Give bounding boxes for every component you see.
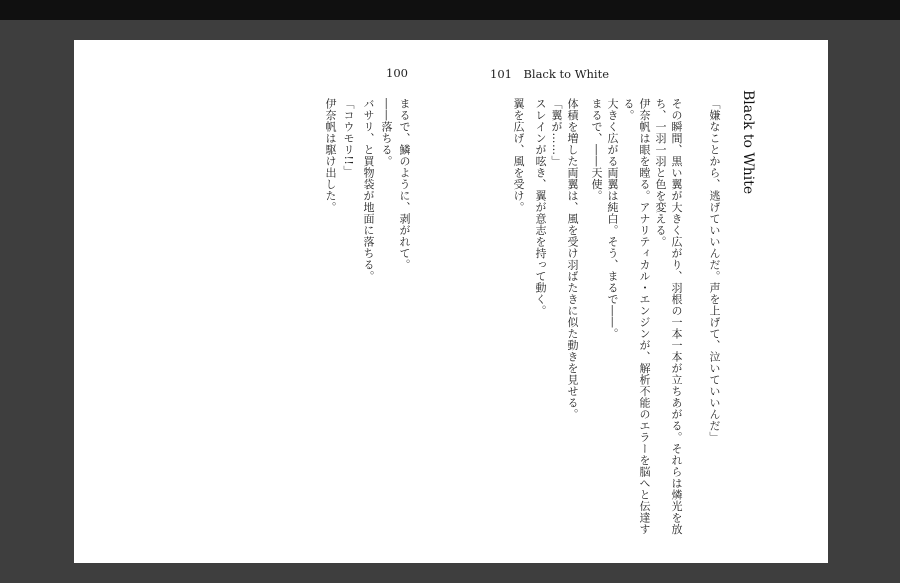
text-column: バサリ、と買物袋が地面に落ちる。 [362,98,375,282]
text-column: 「翼が……」 [550,98,563,167]
left-page-number: 100 [386,66,408,80]
text-column: 体積を増した両翼は、風を受け羽ばたきに似た動きを見せる。 [566,98,579,420]
text-column: まるで、――天使。 [590,98,603,202]
text-column: 伊奈帆は駆け出した。 [324,98,337,213]
book-spread [74,40,828,563]
running-title: Black to White [740,90,756,195]
text-column: スレインが呟き、翼が意志を持って動く。 [534,98,547,317]
text-column: 「コウモリ!!」 [342,98,355,177]
text-column: その瞬間、黒い翼が大きく広がり、羽根の一本一本が立ちあがる。それらは燐光を放 [670,98,683,535]
top-toolbar [0,0,900,20]
right-page-header: 101 Black to White [490,67,610,81]
text-column: ち、一羽一羽と色を変える。 [654,98,667,248]
text-column: ――落ちる。 [380,98,393,167]
text-column: 翼を広げ、風を受け。 [512,98,525,213]
text-column: まるで、鱗のように、剥がれて。 [398,98,411,271]
text-column: 伊奈帆は眼を瞠る。アナリティカル・エンジンが、解析不能のエラーを脳へと伝達す [638,98,651,535]
text-column: る。 [622,98,635,121]
text-column: 大きく広がる両翼は純白。そう、まるで――。 [606,98,619,340]
text-column: 「嫌なことから、逃げていいんだ。声を上げて、泣いていいんだ」 [708,98,721,443]
